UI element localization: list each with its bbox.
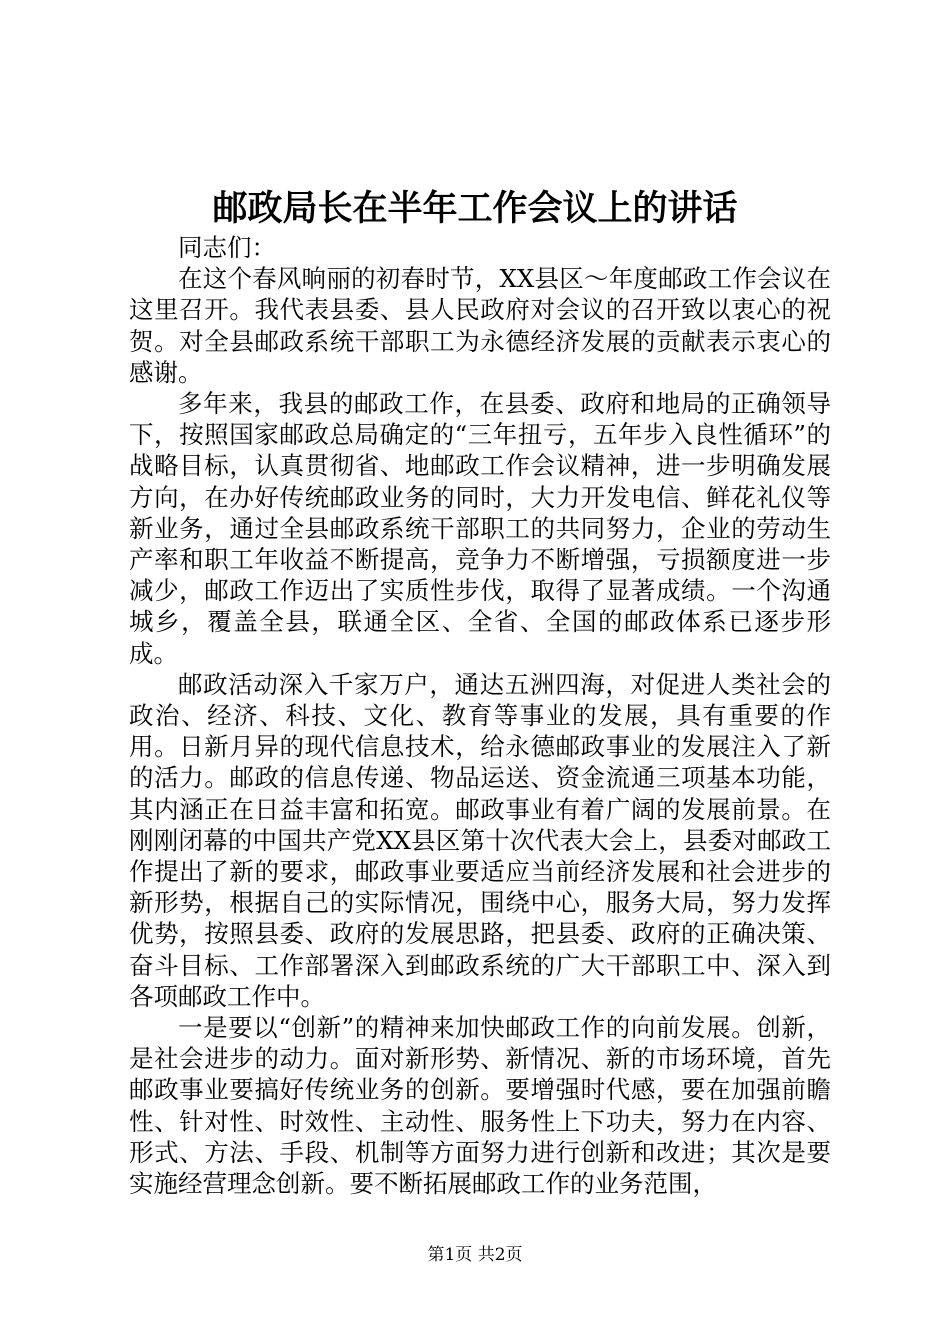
body-paragraph: 一是要以“创新”的精神来加快邮政工作的向前发展。创新，是社会进步的动力。面对新形势、新情况、新的市场环境，首先邮政事业要搞好传统业务的创新。要增强时代感，要在加强前瞻性、针对性、时效性、主动性、服务性上下功夫，努力在内容、形式、方法、手段、机制等方面努力进行创新和改进；其次是要实施经营理念创新。要不断拓展邮政工作的业务范围，	[129, 1013, 831, 1199]
body-paragraph: 邮政活动深入千家万户，通达五洲四海，对促进人类社会的政治、经济、科技、文化、教育等事业的发展，具有重要的作用。日新月异的现代信息技术，给永德邮政事业的发展注入了新的活力。邮政的信息传递、物品运送、资金流通三项基本功能，其内涵正在日益丰富和拓宽。邮政事业有着广阔的发展前景。在刚刚闭幕的中国共产党XX县区第十次代表大会上，县委对邮政工作提出了新的要求，邮政事业要适应当前经济发展和社会进步的新形势，根据自己的实际情况，围绕中心，服务大局，努力发挥优势，按照县委、政府的发展思路，把县委、政府的正确决策、奋斗目标、工作部署深入到邮政系统的广大干部职工中、深入到各项邮政工作中。	[129, 669, 831, 1011]
document-body	[129, 232, 831, 1199]
document-title: 邮政局长在半年工作会议上的讲话	[212, 188, 738, 229]
body-paragraph: 在这个春风晌丽的初春时节，XX县区～年度邮政工作会议在这里召开。我代表县委、县人民政府对会议的召开致以衷心的祝贺。对全县邮政系统干部职工为永德经济发展的贡献表示衷心的感谢。	[129, 264, 831, 387]
page-number: 第1页 共2页	[427, 1245, 523, 1265]
body-paragraph: 多年来，我县的邮政工作，在县委、政府和地局的正确领导下，按照国家邮政总局确定的“三年扭亏，五年步入良性循环”的战略目标，认真贯彻省、地邮政工作会议精神，进一步明确发展方向，在办好传统邮政业务的同时，大力开发电信、鲜花礼仪等新业务，通过全县邮政系统干部职工的共同努力，企业的劳动生产率和职工年收益不断提高，竞争力不断增强，亏损额度进一步减少，邮政工作迈出了实质性步伐，取得了显著成绩。一个沟通城乡，覆盖全县，联通全区、全省、全国的邮政体系已逐步形成。	[129, 389, 831, 668]
salutation-paragraph: 同志们：	[178, 233, 276, 262]
